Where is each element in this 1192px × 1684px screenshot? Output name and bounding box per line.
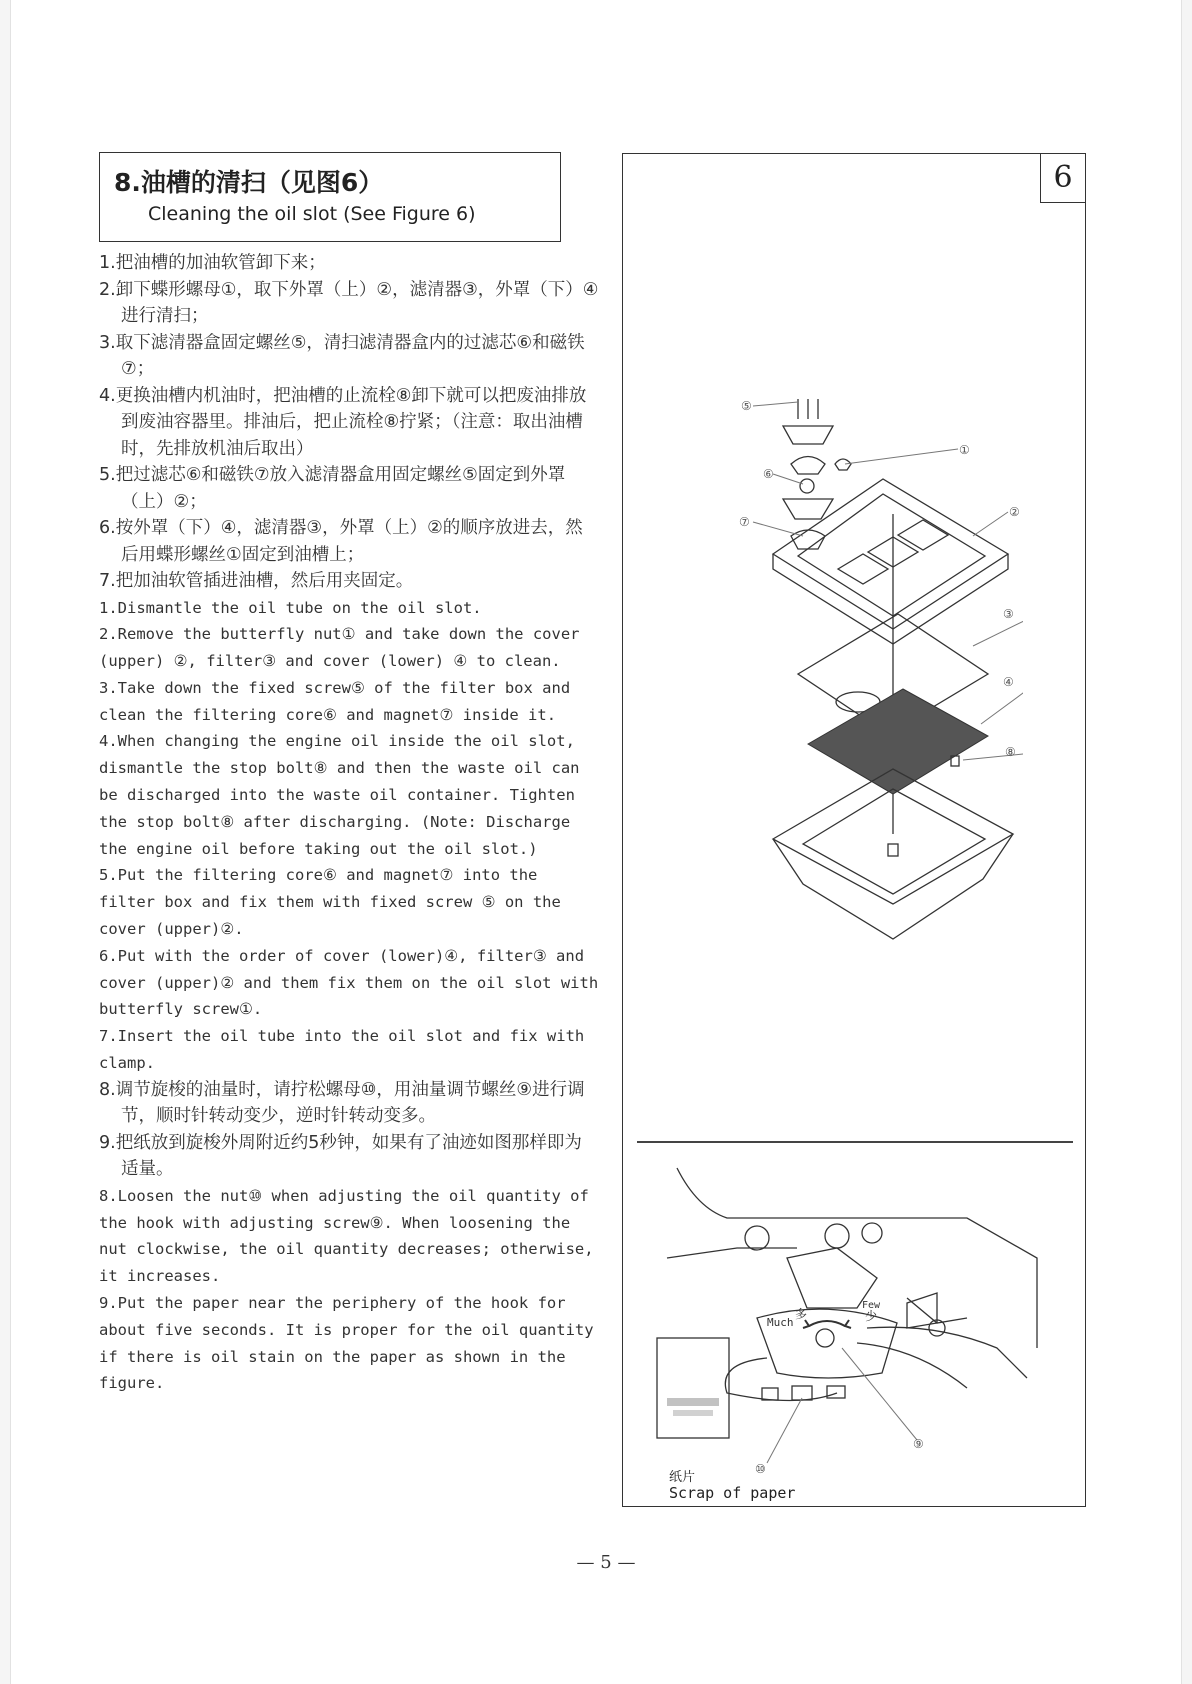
- step-zh-7: 7.把加油软管插进油槽，然后用夹固定。: [99, 571, 414, 591]
- callout-5: ⑤: [741, 399, 752, 413]
- step-en-9: 9.Put the paper near the periphery of the hook for about five seconds. It is proper for the oil quantity if there is oil stain on the paper as shown in the figure.: [99, 1294, 603, 1393]
- callout-1: ①: [959, 443, 970, 457]
- section-title-en: Cleaning the oil slot (See Figure 6): [148, 203, 476, 225]
- cover-lower-4: [808, 689, 988, 794]
- step-en-6: 6.Put with the order of cover (lower)④, filter③ and cover (upper)② and them fix them on the oil slot with butterfly screw①.: [99, 946, 608, 1019]
- step-en-8: 8.Loosen the nut⑩ when adjusting the oil quantity of the hook with adjusting screw⑨. When loosening the nut clockwise, the oil quantity decreases; otherwise, it increases.: [99, 1186, 603, 1286]
- figure-divider: [637, 1141, 1073, 1143]
- few-zh-label: 少: [865, 1309, 878, 1323]
- figure-number: 6: [1040, 153, 1086, 203]
- section-title-zh: 8.油槽的清扫（见图6）: [114, 168, 384, 197]
- much-label: Much: [767, 1316, 794, 1329]
- step-en-5: 5.Put the filtering core⑥ and magnet⑦ into the filter box and fix them with fixed screw ⑤ on the cover (upper)②.: [99, 866, 571, 939]
- oil-stain-mark: [667, 1398, 719, 1406]
- instructions-column: [99, 250, 608, 1397]
- callout-8: ⑧: [1005, 745, 1016, 759]
- callout-4: ④: [1003, 675, 1014, 689]
- step-zh-2: 2.卸下蝶形螺母①，取下外罩（上）②，滤清器③，外罩（下）④进行清扫；: [99, 279, 599, 326]
- magnet-7: [800, 479, 814, 493]
- step-en-7: 7.Insert the oil tube into the oil slot and fix with clamp.: [99, 1027, 594, 1073]
- filter-box-top-part: [783, 426, 833, 444]
- paper-scrap: [657, 1338, 729, 1438]
- oil-slot-exploded-diagram: [723, 274, 1023, 974]
- paper-label-en: Scrap of paper: [669, 1484, 796, 1502]
- step-zh-4: 4.更换油槽内机油时，把油槽的止流栓⑧卸下就可以把废油排放到废油容器里。排油后，把止流栓⑧拧紧；（注意：取出油槽时，先排放机油后取出）: [99, 385, 587, 459]
- step-zh-9: 9.把纸放到旋梭外周附近约5秒钟，如果有了油迹如图那样即为适量。: [99, 1132, 582, 1180]
- step-zh-5: 5.把过滤芯⑥和磁铁⑦放入滤清器盒用固定螺丝⑤固定到外罩（上）②；: [99, 465, 566, 512]
- callout-3: ③: [1003, 607, 1014, 621]
- step-zh-1: 1.把油槽的加油软管卸下来；: [99, 253, 326, 273]
- machine-body-outline: [677, 1168, 1037, 1348]
- step-en-4: 4.When changing the engine oil inside the oil slot, dismantle the stop bolt⑧ and then the waste oil can be discharged into the waste oil container. Tighten the stop bolt⑧ after discharging. (Note: Discharge the engine oil before taking out the oil slot.): [99, 732, 589, 858]
- page-number: — 5 —: [576, 1552, 636, 1573]
- step-en-2: 2.Remove the butterfly nut① and take down the cover (upper) ②, filter③ and cover (lower) ④ to clean.: [99, 625, 589, 671]
- few-label: Few: [862, 1300, 881, 1311]
- much-zh-label: 多: [795, 1307, 808, 1321]
- butterfly-nut-1: [835, 459, 851, 470]
- callout-9: ⑨: [913, 1437, 924, 1451]
- step-zh-6: 6.按外罩（下）④，滤清器③，外罩（上）②的顺序放进去，然后用蝶形螺丝①固定到油槽上；: [99, 518, 583, 565]
- filter-box-lower-part: [783, 499, 833, 519]
- step-en-3: 3.Take down the fixed screw⑤ of the filter box and clean the filtering core⑥ and magnet⑦ inside it.: [99, 678, 580, 724]
- callout-2: ②: [1009, 505, 1020, 519]
- step-zh-8: 8.调节旋梭的油量时，请拧松螺母⑩，用油量调节螺丝⑨进行调节，顺时针转动变少，逆时针转动变多。: [99, 1079, 585, 1127]
- figure-frame: [622, 153, 1086, 1507]
- section-heading-box: [99, 152, 561, 242]
- callout-7: ⑦: [739, 515, 750, 529]
- cover-upper-2: [773, 479, 1008, 629]
- hook-oil-adjustment-diagram: [637, 1148, 1073, 1488]
- step-en-1: 1.Dismantle the oil tube on the oil slot.: [99, 598, 482, 617]
- callout-6: ⑥: [763, 467, 774, 481]
- manual-page: [10, 0, 1182, 1684]
- paper-label-zh: 纸片: [669, 1470, 696, 1485]
- callout-10: ⑩: [755, 1462, 766, 1476]
- step-zh-3: 3.取下滤清器盒固定螺丝⑤，清扫滤清器盒内的过滤芯⑥和磁铁⑦；: [99, 332, 585, 379]
- filter-core-6: [791, 457, 825, 475]
